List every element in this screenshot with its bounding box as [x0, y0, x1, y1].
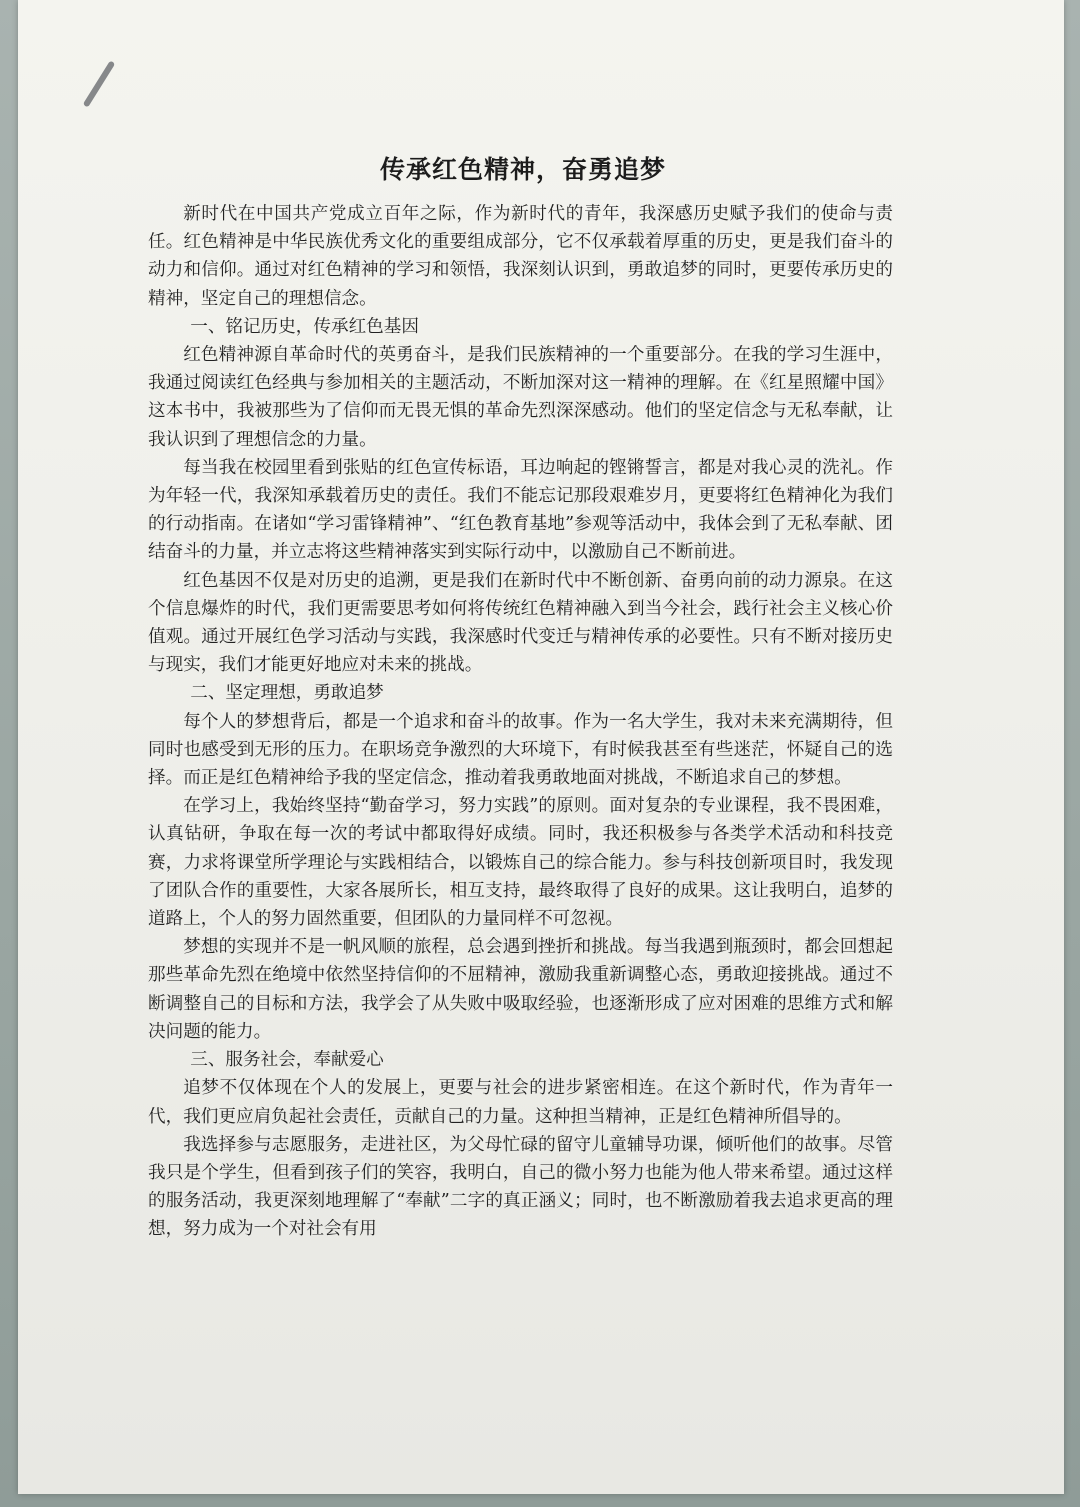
paragraph: 在学习上，我始终坚持“勤奋学习，努力实践”的原则。面对复杂的专业课程，我不畏困难，认真钻研，争取在每一次的考试中都取得好成绩。同时，我还积极参与各类学术活动和科技竞赛，力求将课堂所学理论与实践相结合，以锻炼自己的综合能力。参与科技创新项目时，我发现了团队合作的重要性，大家各展所长，相互支持，最终取得了良好的成果。这让我明白，追梦的道路上，个人的努力固然重要，但团队的力量同样不可忽视。 [148, 796, 893, 930]
paragraph-intro: 新时代在中国共产党成立百年之际，作为新时代的青年，我深感历史赋予我们的使命与责任。红色精神是中华民族优秀文化的重要组成部分，它不仅承载着厚重的历史，更是我们奋斗的动力和信仰。通过对红色精神的学习和领悟，我深刻认识到，勇敢追梦的同时，更要传承历史的精神，坚定自己的理想信念。 [148, 204, 893, 309]
paragraph: 红色基因不仅是对历史的追溯，更是我们在新时代中不断创新、奋勇向前的动力源泉。在这个信息爆炸的时代，我们更需要思考如何将传统红色精神融入到当今社会，践行社会主义核心价值观。通过开展红色学习活动与实践，我深感时代变迁与精神传承的必要性。只有不断对接历史与现实，我们才能更好地应对未来的挑战。 [148, 570, 893, 676]
paragraph: 每个人的梦想背后，都是一个追求和奋斗的故事。作为一名大学生，我对未来充满期待，但同时也感受到无形的压力。在职场竞争激烈的大环境下，有时候我甚至有些迷茫，怀疑自己的选择。而正是红色精神给予我的坚定信念，推动着我勇敢地面对挑战，不断追求自己的梦想。 [148, 711, 893, 789]
paragraph: 我选择参与志愿服务，走进社区，为父母忙碌的留守儿童辅导功课，倾听他们的故事。尽管我只是个学生，但看到孩子们的笑容，我明白，自己的微小努力也能为他人带来希望。通过这样的服务活动，我更深刻地理解了“奉献”二字的真正涵义；同时，也不断激励着我去追求更高的理想，努力成为一个对社会有用 [148, 1134, 893, 1240]
section-heading-2: 二、坚定理想，勇敢追梦 [190, 683, 384, 704]
section-heading-1: 一、铭记历史，传承红色基因 [190, 316, 419, 337]
essay-title: 传承红色精神，奋勇追梦 [379, 155, 666, 184]
paragraph: 每当我在校园里看到张贴的红色宣传标语，耳边响起的铿锵誓言，都是对我心灵的洗礼。作为年轻一代，我深知承载着历史的责任。我们不能忘记那段艰难岁月，更要将红色精神化为我们的行动指南。在诸如“学习雷锋精神”、“红色教育基地”参观等活动中，我体会到了无私奉献、团结奋斗的力量，并立志将这些精神落实到实际行动中，以激励自己不断前进。 [148, 457, 893, 563]
section-heading-3: 三、服务社会，奉献爱心 [190, 1050, 384, 1071]
paragraph: 红色精神源自革命时代的英勇奋斗，是我们民族精神的一个重要部分。在我的学习生涯中，我通过阅读红色经典与参加相关的主题活动，不断加深对这一精神的理解。在《红星照耀中国》这本书中，我被那些为了信仰而无畏无惧的革命先烈深深感动。他们的坚定信念与无私奉献，让我认识到了理想信念的力量。 [148, 345, 893, 450]
pen-mark [83, 60, 116, 107]
paragraph: 梦想的实现并不是一帆风顺的旅程，总会遇到挫折和挑战。每当我遇到瓶颈时，都会回想起那些革命先烈在绝境中依然坚持信仰的不屈精神，激励我重新调整心态，勇敢迎接挑战。通过不断调整自己的目标和方法，我学会了从失败中吸取经验，也逐渐形成了应对困难的思维方式和解决问题的能力。 [148, 937, 893, 1042]
paragraph: 追梦不仅体现在个人的发展上，更要与社会的进步紧密相连。在这个新时代，作为青年一代，我们更应肩负起社会责任，贡献自己的力量。这种担当精神，正是红色精神所倡导的。 [148, 1078, 893, 1127]
essay-body [148, 200, 893, 1244]
